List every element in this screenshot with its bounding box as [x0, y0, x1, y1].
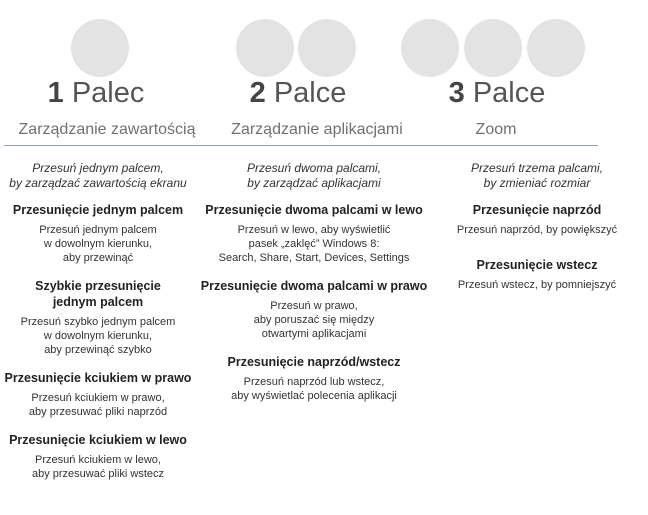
- gesture-description: Przesuń naprzód lub wstecz, aby wyświetlać polecenia aplikacji: [231, 376, 397, 402]
- gesture-item: [198, 202, 430, 265]
- subtitle-col2: Zarządzanie aplikacjami: [231, 121, 403, 138]
- gesture-item: [0, 202, 196, 265]
- gesture-title: Przesunięcie naprzód: [472, 203, 602, 217]
- gesture-title: Szybkie przesunięcie jednym palcem: [35, 279, 161, 309]
- gesture-item: [0, 432, 196, 481]
- gesture-title: Przesunięcie dwoma palcami w prawo: [200, 279, 428, 293]
- gesture-title: Przesunięcie kciukiem w prawo: [4, 371, 192, 385]
- gesture-title: Przesunięcie jednym palcem: [12, 203, 184, 217]
- heading-word: Palce: [273, 77, 347, 109]
- gesture-description: Przesuń w prawo, aby poruszać się między otwartymi aplikacjami: [253, 300, 375, 340]
- gesture-item: [440, 257, 634, 292]
- column-intro: Przesuń trzema palcami, by zmieniać rozmiar: [470, 161, 604, 190]
- column-intro: Przesuń dwoma palcami, by zarządzać aplikacjami: [246, 161, 382, 190]
- heading-number: 3: [448, 77, 465, 109]
- heading-word: Palec: [71, 77, 145, 109]
- gesture-title: Przesunięcie kciukiem w lewo: [9, 433, 187, 447]
- gesture-description: Przesuń kciukiem w lewo, aby przesuwać pliki wstecz: [31, 454, 165, 480]
- gesture-item: [440, 202, 634, 237]
- gesture-description: Przesuń w lewo, aby wyświetlić pasek „zaklęć” Windows 8: Search, Share, Start, Devices, Settings: [218, 224, 410, 264]
- header-divider: [4, 145, 598, 146]
- finger-circle-col3-c: [527, 19, 585, 77]
- finger-circle-col3-a: [401, 19, 459, 77]
- heading-word: Palce: [472, 77, 546, 109]
- column-3-fingers: [440, 161, 634, 305]
- gesture-item: [198, 278, 430, 341]
- column-1-finger: [0, 161, 196, 494]
- heading-3-fingers: [449, 77, 546, 110]
- heading-2-fingers: [250, 77, 347, 110]
- finger-circle-col3-b: [464, 19, 522, 77]
- gesture-item: [0, 370, 196, 419]
- finger-circle-col2-b: [298, 19, 356, 77]
- heading-1-finger: [48, 77, 145, 110]
- finger-circle-col1: [71, 19, 129, 77]
- subtitle-col3: Zoom: [475, 121, 517, 138]
- gesture-title: Przesunięcie naprzód/wstecz: [227, 355, 401, 369]
- gesture-title: Przesunięcie dwoma palcami w lewo: [205, 203, 423, 217]
- heading-number: 1: [47, 77, 64, 109]
- gesture-description: Przesuń szybko jednym palcem w dowolnym kierunku, aby przewinąć szybko: [20, 316, 176, 356]
- gesture-title: Przesunięcie wstecz: [476, 258, 598, 272]
- gesture-description: Przesuń jednym palcem w dowolnym kierunku, aby przewinąć: [39, 224, 157, 264]
- finger-circle-col2-a: [236, 19, 294, 77]
- heading-number: 2: [249, 77, 266, 109]
- subtitle-col1: Zarządzanie zawartością: [18, 121, 196, 138]
- gesture-description: Przesuń wstecz, by pomniejszyć: [457, 279, 617, 291]
- gesture-item: [0, 278, 196, 357]
- gesture-description: Przesuń kciukiem w prawo, aby przesuwać pliki naprzód: [28, 392, 168, 418]
- column-intro: Przesuń jednym palcem, by zarządzać zawartością ekranu: [9, 161, 187, 190]
- column-2-fingers: [198, 161, 430, 416]
- gesture-item: [198, 354, 430, 403]
- gesture-description: Przesuń naprzód, by powiększyć: [456, 224, 618, 236]
